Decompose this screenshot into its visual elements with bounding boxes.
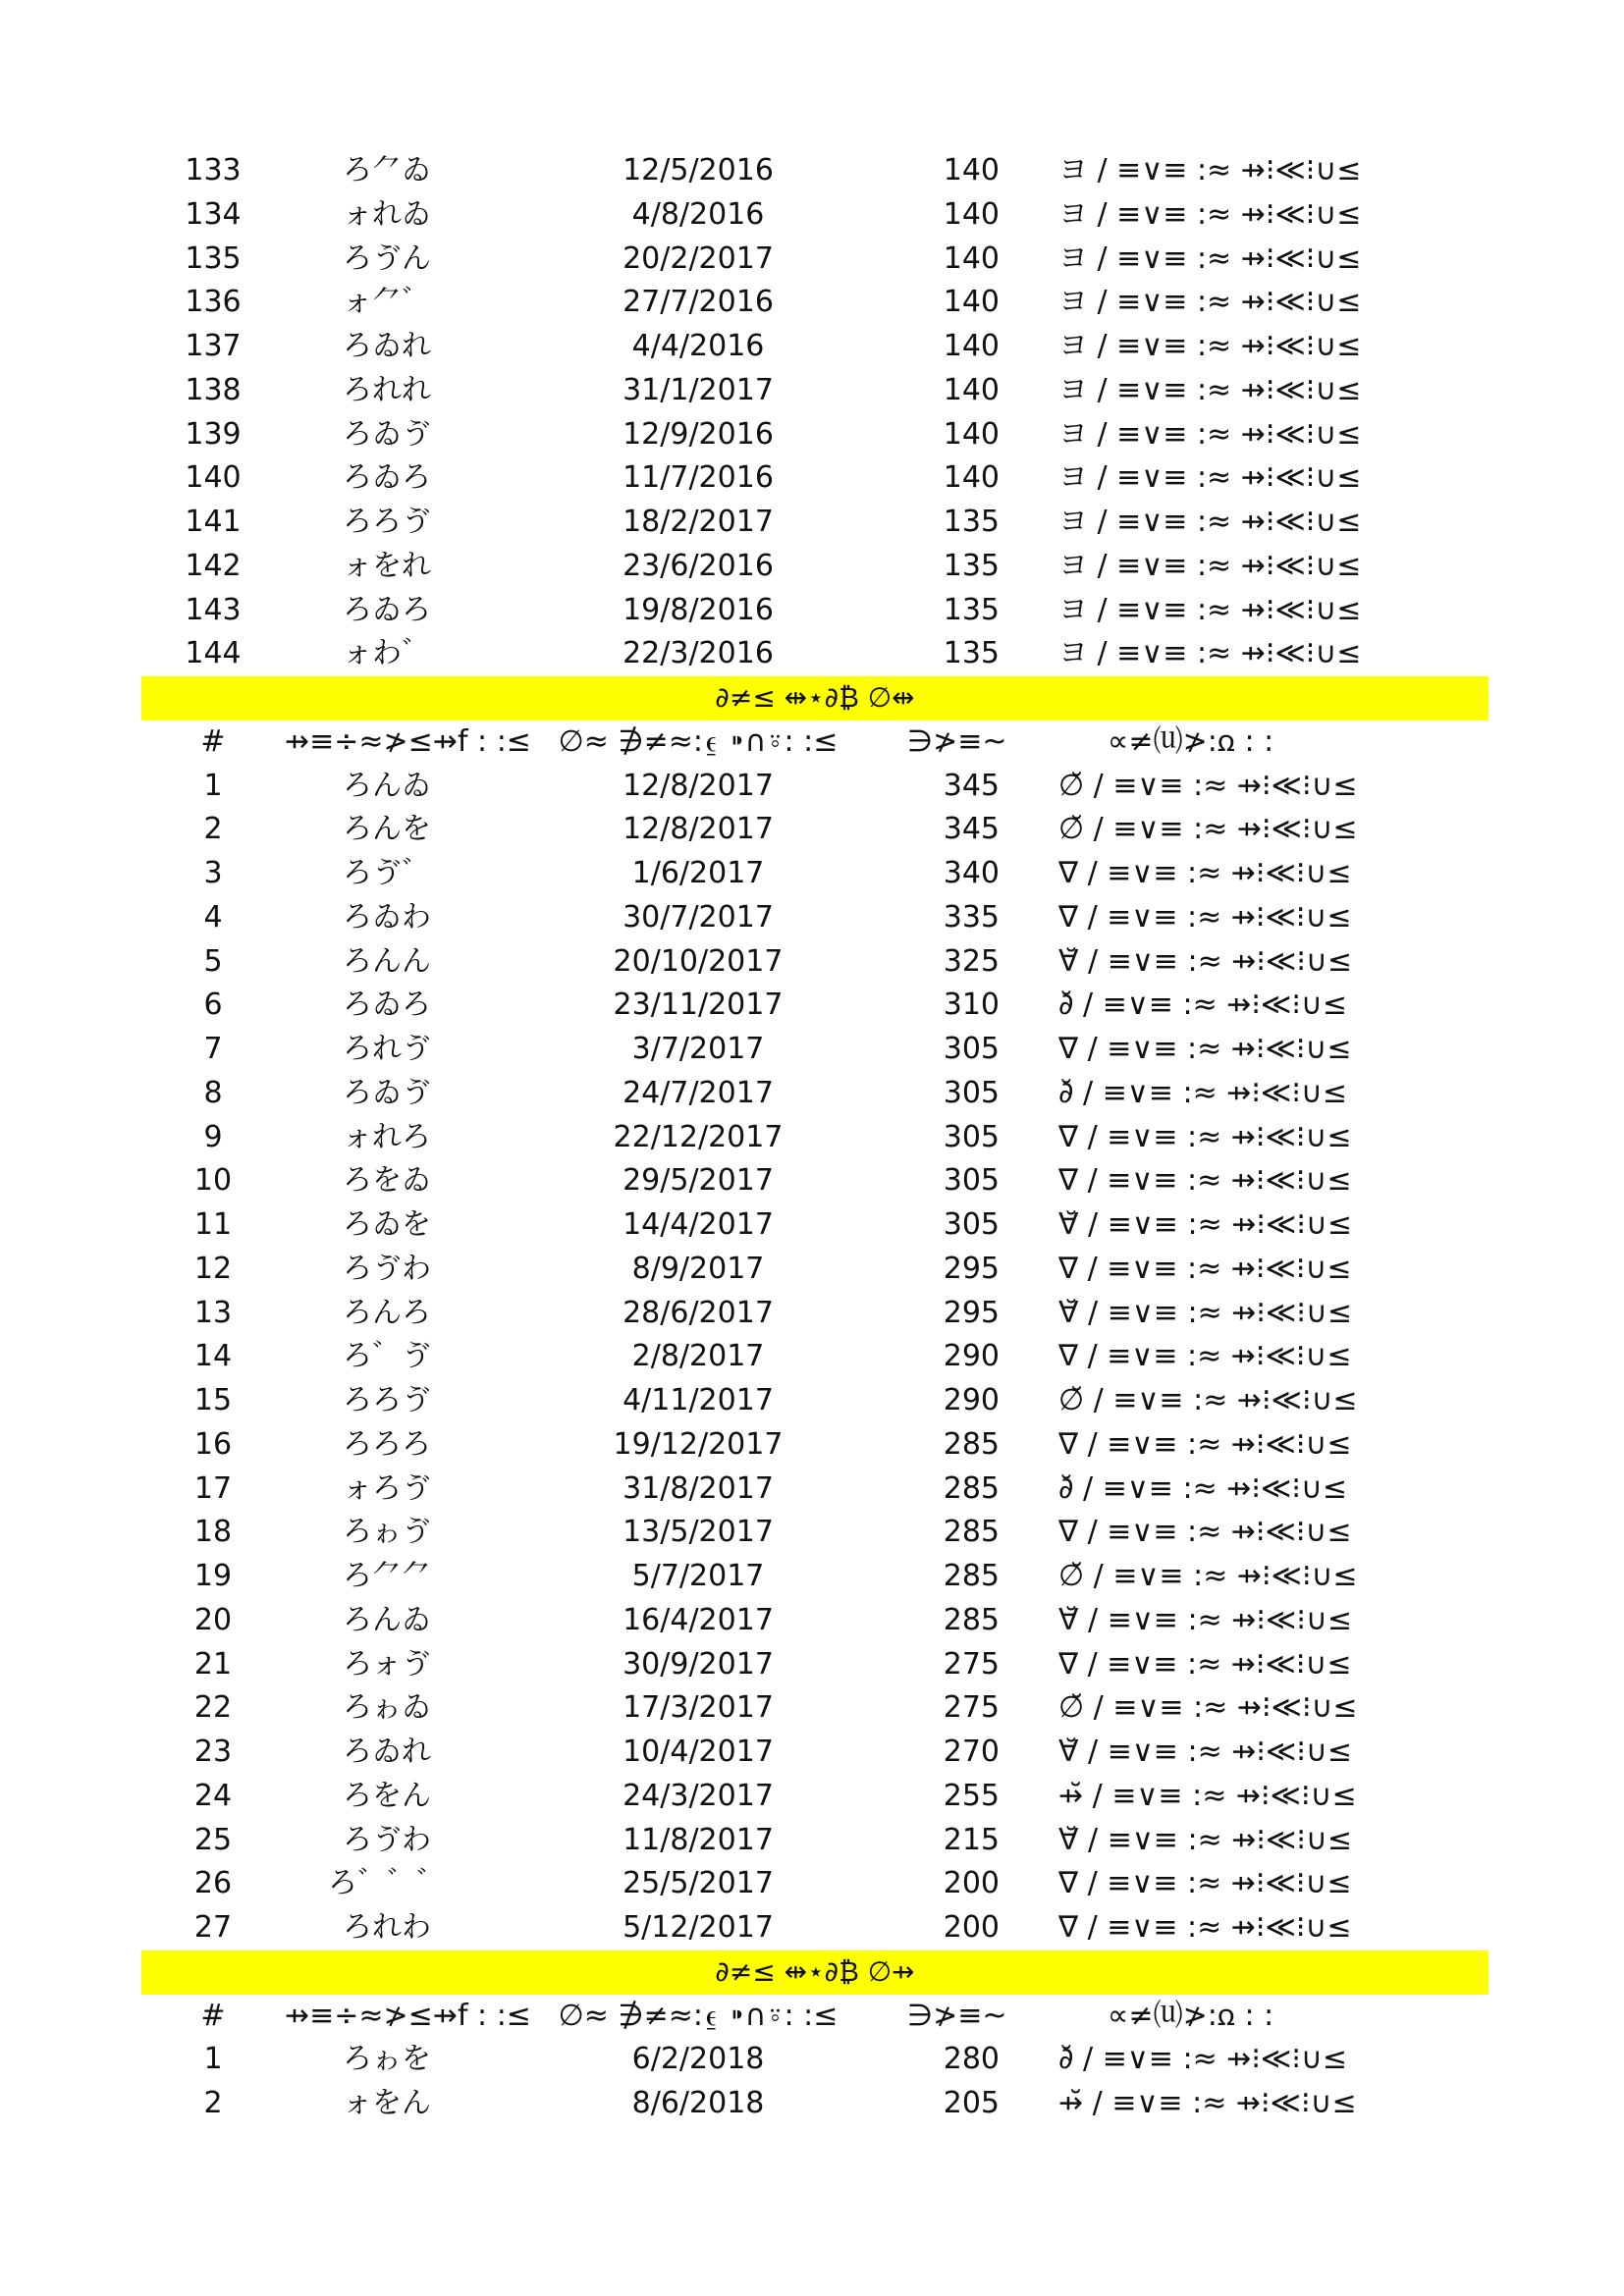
row-code: ろゐれ [343,329,431,363]
column-header-row [141,1995,1489,2039]
header-date: ∅≈ ∌≠≈:⍷ ⁍∩⍤: :≤ [558,1998,839,2033]
table-row [141,589,1489,633]
row-status: ⇸̆ / ≡∨≡ :≈ ⇸⁝≪⁝∪≤ [1058,2086,1357,2120]
row-status: ∂̆ / ≡∨≡ :≈ ⇸⁝≪⁝∪≤ [1058,988,1347,1023]
row-number: 136 [185,285,242,320]
section-banner: ∂≠≤ ⇹⋆∂₿ ∅⇸ [141,1950,1489,1995]
table-row [141,765,1489,809]
row-date: 23/6/2016 [623,548,774,583]
row-date: 1/6/2017 [631,856,765,890]
row-value: 140 [943,196,1000,232]
table-row [141,2038,1489,2082]
row-status: ヨ / ≡∨≡ :≈ ⇸⁝≪⁝∪≤ [1058,196,1362,232]
table-row [141,456,1489,501]
table-row [141,896,1489,940]
row-date: 13/5/2017 [623,1515,774,1550]
row-status: ∀̆ / ≡∨≡ :≈ ⇸⁝≪⁝∪≤ [1058,943,1352,979]
row-date: 30/9/2017 [623,1646,774,1682]
row-code: ろんん [343,943,431,979]
row-status: ヨ / ≡∨≡ :≈ ⇸⁝≪⁝∪≤ [1058,285,1362,320]
table-row [141,1819,1489,1863]
row-value: 135 [943,592,1000,627]
table-row [141,1731,1489,1775]
row-code: ォれろ [343,1119,431,1154]
table-row [141,632,1489,676]
row-code: ろれれ [343,372,431,407]
table-row [141,1862,1489,1906]
row-date: 28/6/2017 [623,1295,774,1330]
table-row [141,1379,1489,1423]
row-status: ∂̆ / ≡∨≡ :≈ ⇸⁝≪⁝∪≤ [1058,1075,1347,1110]
table-row [141,2082,1489,2126]
table-row [141,1423,1489,1468]
row-status: ヨ / ≡∨≡ :≈ ⇸⁝≪⁝∪≤ [1058,592,1362,627]
row-status: ∅̆ / ≡∨≡ :≈ ⇸⁝≪⁝∪≤ [1058,1559,1358,1593]
row-code: ろれわ [343,1910,431,1945]
row-code: ろゔわ [343,1822,431,1857]
row-code: ろゐれ [343,1735,431,1769]
row-value: 215 [943,1822,1000,1857]
row-date: 24/3/2017 [623,1778,774,1813]
row-number: 8 [203,1075,223,1110]
row-date: 27/7/2016 [623,285,774,320]
row-code: ろ⺈⺈ [343,1559,431,1593]
table-row [141,1775,1489,1819]
row-number: 142 [185,548,242,583]
row-value: 305 [943,1032,1000,1066]
row-date: 5/7/2017 [631,1559,765,1593]
table-row [141,1028,1489,1072]
row-date: 22/12/2017 [613,1119,784,1154]
row-value: 140 [943,285,1000,320]
table-row [141,1643,1489,1687]
table-row [141,281,1489,325]
table-row [141,1686,1489,1731]
row-status: ∇ / ≡∨≡ :≈ ⇸⁝≪⁝∪≤ [1058,1032,1352,1066]
row-value: 270 [943,1735,1000,1769]
row-number: 15 [193,1383,233,1417]
table-row [141,1072,1489,1116]
row-date: 25/5/2017 [623,1866,774,1901]
row-value: 305 [943,1207,1000,1242]
row-value: 285 [943,1515,1000,1550]
row-number: 24 [193,1778,233,1813]
row-code: ォをん [343,2086,431,2120]
row-status: ∇ / ≡∨≡ :≈ ⇸⁝≪⁝∪≤ [1058,1339,1352,1374]
row-number: 11 [193,1207,233,1242]
row-date: 12/8/2017 [623,768,774,803]
table-row [141,1511,1489,1555]
row-value: 305 [943,1075,1000,1110]
row-number: 2 [203,2086,223,2120]
row-status: ∇ / ≡∨≡ :≈ ⇸⁝≪⁝∪≤ [1058,856,1352,890]
row-code: ろゎゐ [343,1690,431,1726]
row-value: 295 [943,1251,1000,1286]
row-number: 140 [185,460,242,496]
row-value: 140 [943,240,1000,276]
row-number: 137 [185,329,242,363]
row-value: 135 [943,505,1000,539]
table-row [141,413,1489,457]
row-code: ろをん [343,1778,431,1813]
row-date: 31/1/2017 [623,372,774,407]
row-date: 30/7/2017 [623,899,774,934]
row-code: ろォゔ [343,1646,431,1682]
row-number: 7 [203,1032,223,1066]
row-number: 26 [193,1866,233,1901]
row-code: ろんゐ [343,768,431,803]
row-value: 135 [943,548,1000,583]
row-number: 21 [193,1646,233,1682]
row-value: 275 [943,1690,1000,1726]
row-code: ろろゔ [343,1383,431,1417]
row-value: 280 [943,2042,1000,2077]
row-value: 140 [943,372,1000,407]
row-value: 290 [943,1339,1000,1374]
row-value: 200 [943,1866,1000,1901]
row-status: ヨ / ≡∨≡ :≈ ⇸⁝≪⁝∪≤ [1058,460,1362,496]
row-code: ォをれ [343,548,431,583]
row-code: ろゐゔ [343,1075,431,1110]
table-row [141,149,1489,193]
row-value: 205 [943,2086,1000,2120]
table-row [141,1203,1489,1248]
row-value: 340 [943,856,1000,890]
row-status: ∇ / ≡∨≡ :≈ ⇸⁝≪⁝∪≤ [1058,1163,1352,1199]
row-code: ろれゔ [343,1032,431,1066]
row-number: 23 [193,1735,233,1769]
row-date: 17/3/2017 [623,1690,774,1726]
table-row [141,501,1489,545]
row-status: ヨ / ≡∨≡ :≈ ⇸⁝≪⁝∪≤ [1058,416,1362,452]
header-number: # [200,1998,226,2033]
row-status: ∇ / ≡∨≡ :≈ ⇸⁝≪⁝∪≤ [1058,1515,1352,1550]
row-number: 1 [203,2042,223,2077]
header-date: ∅≈ ∌≠≈:⍷ ⁍∩⍤: :≤ [558,723,839,759]
row-number: 4 [203,899,223,934]
row-status: ∂̆ / ≡∨≡ :≈ ⇸⁝≪⁝∪≤ [1058,1470,1347,1506]
row-number: 139 [185,416,242,452]
row-date: 31/8/2017 [623,1470,774,1506]
row-status: ∀̆ / ≡∨≡ :≈ ⇸⁝≪⁝∪≤ [1058,1602,1352,1637]
row-value: 345 [943,812,1000,847]
row-date: 22/3/2016 [623,636,774,671]
row-status: ∂̆ / ≡∨≡ :≈ ⇸⁝≪⁝∪≤ [1058,2042,1347,2077]
header-code: ⇸≡÷≈≯≤⇸f : :≤ [285,1998,531,2033]
row-number: 2 [203,812,223,847]
row-number: 133 [185,153,242,187]
row-status: ヨ / ≡∨≡ :≈ ⇸⁝≪⁝∪≤ [1058,505,1362,539]
table-row [141,852,1489,896]
table-row [141,1468,1489,1512]
row-status: ∀̆ / ≡∨≡ :≈ ⇸⁝≪⁝∪≤ [1058,1207,1352,1242]
table-row [141,1116,1489,1160]
column-header-row [141,721,1489,765]
row-status: ∅̆ / ≡∨≡ :≈ ⇸⁝≪⁝∪≤ [1058,1383,1358,1417]
row-status: ∀̆ / ≡∨≡ :≈ ⇸⁝≪⁝∪≤ [1058,1295,1352,1330]
row-date: 19/8/2016 [623,592,774,627]
row-date: 20/10/2017 [613,943,784,979]
header-status: ∝≠⒰≯:ꭥ : : [1108,1998,1274,2033]
row-number: 143 [185,592,242,627]
row-date: 8/6/2018 [631,2086,765,2120]
row-date: 6/2/2018 [631,2042,765,2077]
row-date: 4/4/2016 [631,329,765,363]
row-value: 335 [943,899,1000,934]
row-code: ろ゛゛゛ [328,1866,446,1901]
table-row [141,1292,1489,1336]
row-date: 16/4/2017 [623,1602,774,1637]
row-value: 135 [943,636,1000,671]
row-status: ヨ / ≡∨≡ :≈ ⇸⁝≪⁝∪≤ [1058,240,1362,276]
row-code: ろをゐ [343,1163,431,1199]
row-value: 295 [943,1295,1000,1330]
row-date: 19/12/2017 [613,1426,784,1462]
row-date: 10/4/2017 [623,1735,774,1769]
row-code: ろんろ [343,1295,431,1330]
row-code: ろゐわ [343,899,431,934]
row-value: 285 [943,1559,1000,1593]
row-value: 285 [943,1602,1000,1637]
row-number: 20 [193,1602,233,1637]
header-value: ∋≯≡~ [907,723,1007,759]
row-number: 14 [193,1339,233,1374]
row-code: ろゐを [343,1207,431,1242]
row-value: 140 [943,153,1000,187]
row-value: 325 [943,943,1000,979]
row-number: 18 [193,1515,233,1550]
row-status: ∇ / ≡∨≡ :≈ ⇸⁝≪⁝∪≤ [1058,1119,1352,1154]
row-status: ∇ / ≡∨≡ :≈ ⇸⁝≪⁝∪≤ [1058,1426,1352,1462]
row-number: 12 [193,1251,233,1286]
row-status: ヨ / ≡∨≡ :≈ ⇸⁝≪⁝∪≤ [1058,636,1362,671]
row-number: 17 [193,1470,233,1506]
row-value: 310 [943,988,1000,1023]
row-number: 5 [203,943,223,979]
row-status: ヨ / ≡∨≡ :≈ ⇸⁝≪⁝∪≤ [1058,548,1362,583]
row-code: ろんを [343,812,431,847]
row-date: 12/5/2016 [623,153,774,187]
row-number: 9 [203,1119,223,1154]
row-status: ⇸̆ / ≡∨≡ :≈ ⇸⁝≪⁝∪≤ [1058,1778,1357,1813]
row-number: 27 [193,1910,233,1945]
row-date: 29/5/2017 [623,1163,774,1199]
row-date: 12/9/2016 [623,416,774,452]
row-date: 5/12/2017 [623,1910,774,1945]
row-value: 345 [943,768,1000,803]
row-code: ろろろ [343,1426,431,1462]
row-code: ろゎゔ [343,1515,431,1550]
row-number: 10 [193,1163,233,1199]
row-value: 200 [943,1910,1000,1945]
row-number: 16 [193,1426,233,1462]
row-date: 12/8/2017 [623,812,774,847]
row-number: 138 [185,372,242,407]
row-value: 140 [943,460,1000,496]
row-value: 285 [943,1470,1000,1506]
row-value: 285 [943,1426,1000,1462]
row-status: ∇ / ≡∨≡ :≈ ⇸⁝≪⁝∪≤ [1058,1251,1352,1286]
spreadsheet-page [141,149,1489,2126]
table-row [141,940,1489,985]
row-value: 305 [943,1119,1000,1154]
row-value: 290 [943,1383,1000,1417]
table-row [141,1159,1489,1203]
row-status: ヨ / ≡∨≡ :≈ ⇸⁝≪⁝∪≤ [1058,153,1362,187]
row-code: ろゔ゛ [343,856,431,890]
row-code: ろゎを [343,2042,431,2077]
row-number: 6 [203,988,223,1023]
row-number: 134 [185,196,242,232]
row-code: ろゐろ [343,988,431,1023]
row-code: ろゔん [343,240,431,276]
row-value: 140 [943,329,1000,363]
row-code: ろ⺈ゐ [343,153,431,187]
row-date: 20/2/2017 [623,240,774,276]
row-number: 1 [203,768,223,803]
row-code: ろゐろ [343,460,431,496]
row-code: ォわ゛ [343,636,431,671]
row-value: 305 [943,1163,1000,1199]
table-row [141,238,1489,282]
row-value: 275 [943,1646,1000,1682]
row-code: ろんゐ [343,1602,431,1637]
table-row [141,1248,1489,1292]
row-code: ろゐゔ [343,416,431,452]
row-date: 14/4/2017 [623,1207,774,1242]
row-code: ろゐろ [343,592,431,627]
row-code: ろ゛ゔ [343,1339,431,1374]
row-status: ∀̆ / ≡∨≡ :≈ ⇸⁝≪⁝∪≤ [1058,1822,1352,1857]
header-status: ∝≠⒰≯:ꭥ : : [1108,723,1274,759]
table-row [141,325,1489,369]
row-status: ヨ / ≡∨≡ :≈ ⇸⁝≪⁝∪≤ [1058,372,1362,407]
row-date: 24/7/2017 [623,1075,774,1110]
row-status: ∇ / ≡∨≡ :≈ ⇸⁝≪⁝∪≤ [1058,1866,1352,1901]
row-date: 23/11/2017 [613,988,784,1023]
row-status: ヨ / ≡∨≡ :≈ ⇸⁝≪⁝∪≤ [1058,329,1362,363]
table-row [141,545,1489,589]
row-number: 19 [193,1559,233,1593]
row-date: 4/8/2016 [631,196,765,232]
header-code: ⇸≡÷≈≯≤⇸f : :≤ [285,723,531,759]
table-row [141,1906,1489,1950]
row-number: 144 [185,636,242,671]
row-date: 18/2/2017 [623,505,774,539]
row-status: ∅̆ / ≡∨≡ :≈ ⇸⁝≪⁝∪≤ [1058,812,1358,847]
header-number: # [200,723,226,759]
table-row [141,1599,1489,1643]
table-row [141,808,1489,852]
row-status: ∀̆ / ≡∨≡ :≈ ⇸⁝≪⁝∪≤ [1058,1735,1352,1769]
row-status: ∇ / ≡∨≡ :≈ ⇸⁝≪⁝∪≤ [1058,1646,1352,1682]
table-row [141,984,1489,1028]
table-row [141,1555,1489,1599]
row-status: ∇ / ≡∨≡ :≈ ⇸⁝≪⁝∪≤ [1058,899,1352,934]
row-date: 11/8/2017 [623,1822,774,1857]
row-number: 22 [193,1690,233,1726]
row-number: 135 [185,240,242,276]
row-number: 25 [193,1822,233,1857]
row-number: 3 [203,856,223,890]
row-status: ∅̆ / ≡∨≡ :≈ ⇸⁝≪⁝∪≤ [1058,768,1358,803]
row-value: 140 [943,416,1000,452]
row-date: 2/8/2017 [631,1339,765,1374]
row-number: 141 [185,505,242,539]
row-date: 4/11/2017 [623,1383,774,1417]
row-code: ォれゐ [343,196,431,232]
row-number: 13 [193,1295,233,1330]
row-code: ォろゔ [343,1470,431,1506]
row-date: 3/7/2017 [631,1032,765,1066]
row-status: ∅̆ / ≡∨≡ :≈ ⇸⁝≪⁝∪≤ [1058,1690,1358,1726]
table-row [141,193,1489,238]
row-code: ろゔわ [343,1251,431,1286]
row-date: 8/9/2017 [631,1251,765,1286]
section-banner: ∂≠≤ ⇹⋆∂₿ ∅⇹ [141,676,1489,721]
row-status: ∇ / ≡∨≡ :≈ ⇸⁝≪⁝∪≤ [1058,1910,1352,1945]
row-code: ろろゔ [343,505,431,539]
row-code: ォ⺈゛ [343,285,431,320]
row-value: 255 [943,1778,1000,1813]
header-value: ∋≯≡~ [907,1998,1007,2033]
row-date: 11/7/2016 [623,460,774,496]
table-row [141,369,1489,413]
table-row [141,1335,1489,1379]
